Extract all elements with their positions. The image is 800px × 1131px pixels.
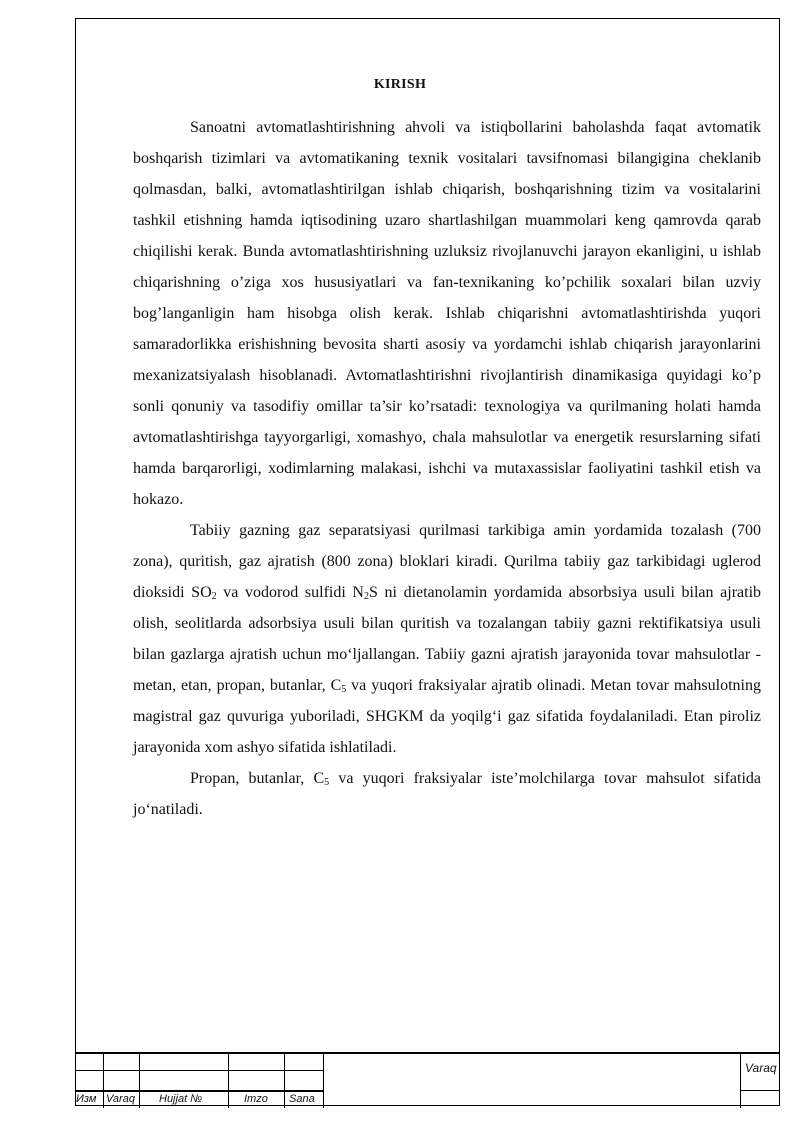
stamp-label-sana: Sana [289,1093,315,1105]
stamp-label-varaq: Varaq [106,1093,135,1105]
stamp-divider [228,1054,229,1108]
stamp-label-imzo: Imzo [244,1093,268,1105]
stamp-divider [103,1054,104,1108]
stamp-row-line [75,1070,323,1071]
text-run: Tabiiy gazning gaz separatsiyasi qurilmasi tarkibiga amin yordamida tozalash (700 zona), quritish, gaz ajratish (800 zona) bloklari kiradi. Qurilma tabiiy gaz tarkibidagi uglerod dioksidi SO [133,522,761,601]
stamp-row-line [75,1090,323,1092]
text-run: va vodorod sulfidi N [216,584,364,601]
document-body [133,112,761,825]
text-run: S ni dietanolamin yordamida absorbsiya usuli bilan ajratib olish, seolitlarda adsorbsiya usuli bilan quritish va tozalangan tabiiy gazni rektifikatsiya usuli bilan gazlarga ajratish uchun mo‘ljallangan. Tabiiy gazni ajratish jarayonida tovar mahsulotlar - metan, etan, propan, butanlar, C [133,584,762,694]
stamp-divider [139,1054,140,1108]
stamp-label-izm: Изм [76,1093,97,1105]
subscript: 2 [363,591,369,602]
stamp-divider [323,1054,324,1108]
text-run: Propan, butanlar, C [190,770,325,787]
title-block-stamp [75,1052,780,1106]
stamp-row-line [740,1090,780,1091]
paragraph-propane [133,763,761,825]
document-title: KIRISH [373,77,427,92]
paragraph-intro: Sanoatni avtomatlashtirishning ahvoli va istiqbollarini baholashda faqat avtomatik boshqarish tizimlari va avtomatikaning texnik vositalari tavsifnomasi bilangigina cheklanib qolmasdan, balki, avtomatlashtirilgan ishlab chiqarish, boshqarishning tizim va vositalarini tashkil etishning hamda iqtisodining uzaro shartlashilgan muammolari keng qamrovda qarab chiqilishi kerak. Bunda avtomatlashtirishning uzluksiz rivojlanuvchi jarayon ekanligini, u ishlab chiqarishning o’ziga xos hususiyatlari va fan-texnikaning ko’pchilik soxalari bilan uzviy bog’langanligin ham hisobga olish kerak. Ishlab chiqarishni avtomatlashtirishda yuqori samaradorlikka erishishning bevosita sharti asosiy va yordamchi ishlab chiqarish jarayonlarini mexanizatsiyalash hisoblanadi. Avtomatlashtirishni rivojlantirish dinamikasiga quyidagi ko’p sonli qonuniy va tasodifiy omillar ta’sir ko’rsatadi: texnologiya va qurilmaning holati hamda avtomatlashtirishga tayyorgarligi, xomashyo, chala mahsulotlar va energetik resurslarning sifati hamda barqarorligi, xodimlarning malakasi, ishchi va mutaxassislar faoliyatini tashkil etish va hokazo. [133,119,761,508]
subscript: 5 [341,684,347,695]
text-run: va yuqori fraksiyalar iste’molchilarga tovar mahsulot sifatida jo‘natiladi. [133,770,762,818]
subscript: 2 [211,591,217,602]
paragraph-gas-separation [133,515,761,763]
stamp-label-hujjat: Hujjat № [159,1093,203,1105]
subscript: 5 [324,777,330,788]
text-run: va yuqori fraksiyalar ajratib olinadi. Metan tovar mahsulotning magistral gaz quvuriga yuboriladi, SHGKM da yoqilg‘i gaz sifatida foydalaniladi. Etan piroliz jarayonida xom ashyo sifatida ishlatiladi. [133,677,761,756]
stamp-label-sheet: Varaq [745,1061,777,1075]
stamp-divider [740,1054,741,1108]
stamp-divider [284,1054,285,1108]
